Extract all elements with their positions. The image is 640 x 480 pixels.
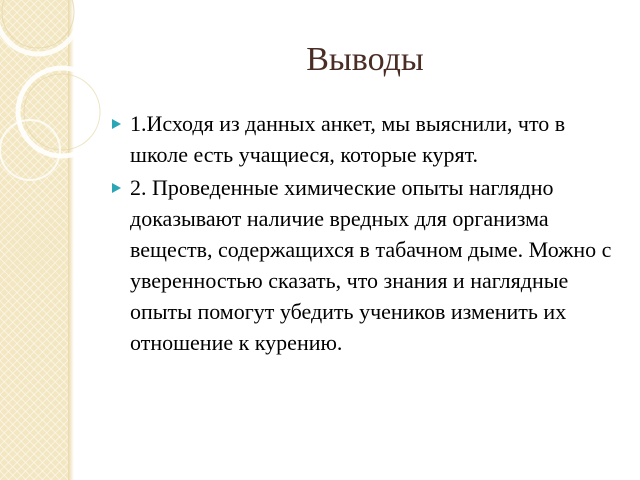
bullet-list bbox=[112, 108, 612, 360]
side-panel-shadow bbox=[68, 0, 74, 480]
decorative-side-panel bbox=[0, 0, 68, 480]
bullet-item bbox=[112, 172, 612, 358]
slide-title: Выводы bbox=[306, 41, 424, 78]
triangle-bullet-icon bbox=[112, 183, 121, 193]
bullet-text: 1.Исходя из данных анкет, мы выяснили, что в школе есть учащиеся, которые курят. bbox=[130, 111, 566, 167]
triangle-bullet-icon bbox=[112, 119, 121, 129]
bullet-item bbox=[112, 108, 612, 170]
bullet-text: 2. Проведенные химические опыты наглядно доказывают наличие вредных для организма веществ, содержащихся в табачном дыме. Можно с уверенностью сказать, что знания и наглядные опыты помогут убедить учеников изменить их отношение к курению. bbox=[130, 175, 612, 355]
